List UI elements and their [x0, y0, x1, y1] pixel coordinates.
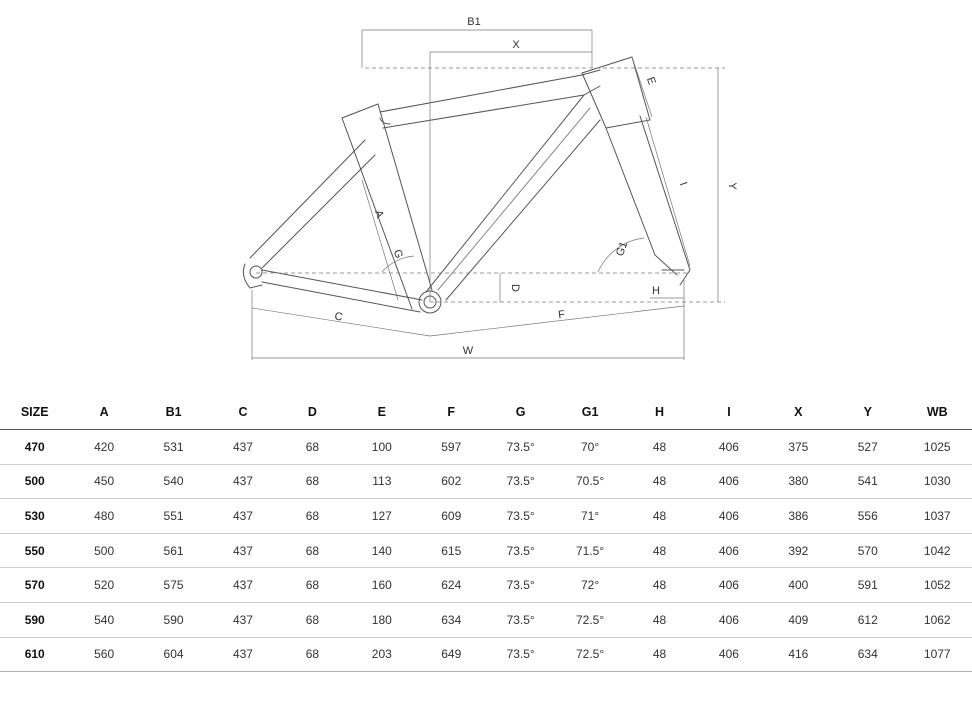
- table-cell: 570: [833, 533, 902, 568]
- table-cell: 590: [139, 602, 208, 637]
- table-cell: 615: [417, 533, 486, 568]
- table-cell: 1037: [902, 499, 972, 534]
- table-cell: 500: [69, 533, 138, 568]
- table-cell: 1077: [902, 637, 972, 672]
- table-cell: 73.5°: [486, 430, 555, 465]
- size-cell: 570: [0, 568, 69, 603]
- table-row: [0, 568, 972, 603]
- table-cell: 406: [694, 568, 763, 603]
- table-cell: 406: [694, 602, 763, 637]
- a-dimension-line: [362, 180, 398, 300]
- table-cell: 406: [694, 637, 763, 672]
- table-cell: 406: [694, 533, 763, 568]
- table-cell: 604: [139, 637, 208, 672]
- size-cell: 590: [0, 602, 69, 637]
- table-row: [0, 430, 972, 465]
- size-cell: 470: [0, 430, 69, 465]
- column-header: G1: [555, 395, 624, 430]
- column-header: WB: [902, 395, 972, 430]
- table-cell: 73.5°: [486, 602, 555, 637]
- table-cell: 437: [208, 533, 277, 568]
- table-cell: 406: [694, 430, 763, 465]
- table-cell: 68: [278, 499, 347, 534]
- size-cell: 610: [0, 637, 69, 672]
- table-cell: 561: [139, 533, 208, 568]
- label-f: F: [557, 308, 566, 322]
- table-cell: 48: [625, 568, 694, 603]
- table-cell: 48: [625, 637, 694, 672]
- table-cell: 560: [69, 637, 138, 672]
- label-g1: G1: [614, 240, 631, 258]
- table-cell: 72°: [555, 568, 624, 603]
- table-cell: 73.5°: [486, 464, 555, 499]
- table-row: [0, 533, 972, 568]
- table-cell: 575: [139, 568, 208, 603]
- column-header: Y: [833, 395, 902, 430]
- table-cell: 520: [69, 568, 138, 603]
- table-cell: 48: [625, 533, 694, 568]
- column-header: F: [417, 395, 486, 430]
- table-cell: 1030: [902, 464, 972, 499]
- table-cell: 437: [208, 464, 277, 499]
- column-header: E: [347, 395, 416, 430]
- column-header: A: [69, 395, 138, 430]
- table-header-row: [0, 395, 972, 430]
- column-header: G: [486, 395, 555, 430]
- table-cell: 527: [833, 430, 902, 465]
- table-cell: 48: [625, 464, 694, 499]
- label-c: C: [333, 310, 344, 324]
- table-cell: 609: [417, 499, 486, 534]
- table-cell: 72.5°: [555, 602, 624, 637]
- column-header: B1: [139, 395, 208, 430]
- column-header: SIZE: [0, 395, 69, 430]
- table-cell: 68: [278, 464, 347, 499]
- label-h: H: [652, 285, 660, 297]
- table-cell: 437: [208, 499, 277, 534]
- table-cell: 140: [347, 533, 416, 568]
- table-cell: 400: [764, 568, 833, 603]
- table-cell: 556: [833, 499, 902, 534]
- column-header: X: [764, 395, 833, 430]
- column-header: D: [278, 395, 347, 430]
- table-cell: 68: [278, 533, 347, 568]
- size-cell: 500: [0, 464, 69, 499]
- column-header: I: [694, 395, 763, 430]
- size-cell: 530: [0, 499, 69, 534]
- seat-tube: [342, 104, 432, 309]
- e-dimension-line: [632, 57, 652, 117]
- table-cell: 480: [69, 499, 138, 534]
- i-dimension-line: [646, 117, 690, 266]
- table-cell: 551: [139, 499, 208, 534]
- label-a: A: [372, 208, 386, 220]
- table-cell: 437: [208, 568, 277, 603]
- table-cell: 71.5°: [555, 533, 624, 568]
- table-cell: 113: [347, 464, 416, 499]
- table-cell: 380: [764, 464, 833, 499]
- table-cell: 420: [69, 430, 138, 465]
- table-cell: 531: [139, 430, 208, 465]
- table-cell: 1062: [902, 602, 972, 637]
- label-i: I: [676, 180, 689, 188]
- table-cell: 392: [764, 533, 833, 568]
- table-cell: 70.5°: [555, 464, 624, 499]
- label-b1: B1: [467, 16, 481, 28]
- table-cell: 72.5°: [555, 637, 624, 672]
- label-g: G: [390, 248, 405, 260]
- table-cell: 73.5°: [486, 637, 555, 672]
- table-row: [0, 602, 972, 637]
- table-cell: 406: [694, 464, 763, 499]
- table-cell: 1042: [902, 533, 972, 568]
- seat-stays: [250, 140, 375, 268]
- table-cell: 375: [764, 430, 833, 465]
- table-cell: 203: [347, 637, 416, 672]
- table-cell: 437: [208, 430, 277, 465]
- table-cell: 100: [347, 430, 416, 465]
- table-cell: 70°: [555, 430, 624, 465]
- table-cell: 68: [278, 637, 347, 672]
- size-cell: 550: [0, 533, 69, 568]
- table-cell: 73.5°: [486, 499, 555, 534]
- table-cell: 409: [764, 602, 833, 637]
- head-tube: [582, 57, 690, 285]
- table-cell: 540: [139, 464, 208, 499]
- table-cell: 1025: [902, 430, 972, 465]
- geometry-table: [0, 395, 972, 672]
- column-header: H: [625, 395, 694, 430]
- table-cell: 597: [417, 430, 486, 465]
- table-cell: 48: [625, 602, 694, 637]
- table-cell: 416: [764, 637, 833, 672]
- label-d: D: [509, 284, 521, 292]
- table-cell: 437: [208, 637, 277, 672]
- table-row: [0, 499, 972, 534]
- label-x: X: [512, 39, 520, 51]
- rear-dropout: [243, 264, 262, 288]
- table-cell: 48: [625, 499, 694, 534]
- label-w: W: [462, 345, 474, 357]
- table-cell: 386: [764, 499, 833, 534]
- table-cell: 541: [833, 464, 902, 499]
- table-cell: 1052: [902, 568, 972, 603]
- down-tube: [426, 95, 600, 300]
- table-cell: 68: [278, 602, 347, 637]
- table-cell: 624: [417, 568, 486, 603]
- label-y: Y: [726, 182, 738, 190]
- table-cell: 73.5°: [486, 568, 555, 603]
- table-cell: 68: [278, 568, 347, 603]
- table-cell: 450: [69, 464, 138, 499]
- table-cell: 406: [694, 499, 763, 534]
- table-cell: 48: [625, 430, 694, 465]
- table-cell: 634: [833, 637, 902, 672]
- table-cell: 68: [278, 430, 347, 465]
- column-header: C: [208, 395, 277, 430]
- chain-stays: [262, 270, 422, 312]
- table-row: [0, 464, 972, 499]
- table-cell: 649: [417, 637, 486, 672]
- table-cell: 612: [833, 602, 902, 637]
- table-cell: 71°: [555, 499, 624, 534]
- top-tube: [380, 70, 600, 128]
- table-cell: 127: [347, 499, 416, 534]
- table-cell: 540: [69, 602, 138, 637]
- label-e: E: [643, 75, 658, 87]
- table-cell: 160: [347, 568, 416, 603]
- table-row: [0, 637, 972, 672]
- table-cell: 180: [347, 602, 416, 637]
- table-cell: 73.5°: [486, 533, 555, 568]
- table-cell: 437: [208, 602, 277, 637]
- table-cell: 634: [417, 602, 486, 637]
- table-cell: 591: [833, 568, 902, 603]
- table-cell: 602: [417, 464, 486, 499]
